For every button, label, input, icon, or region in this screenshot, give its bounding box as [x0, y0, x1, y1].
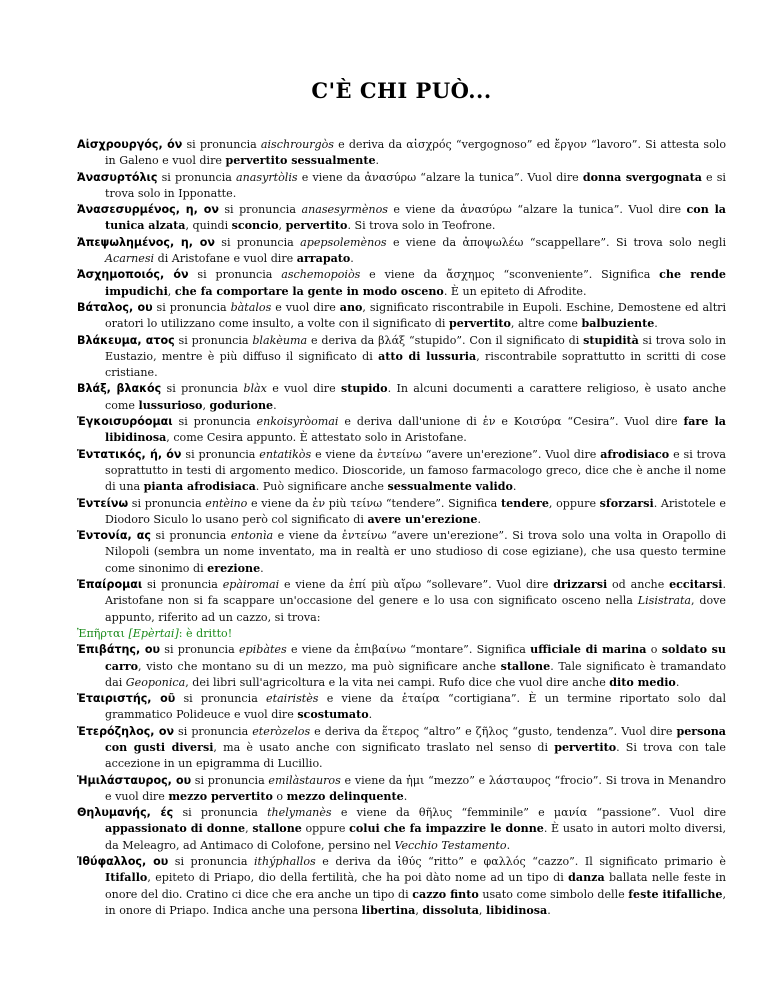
entry-italic-text: epibàtes [239, 643, 287, 657]
entry-headword: Ἐπαίρομαι [77, 578, 143, 592]
entry-meaning: stallone [500, 659, 551, 673]
entry-headword: Αἰσχρουργός, όν [77, 138, 183, 151]
entry-meaning: libidinosa [485, 903, 548, 917]
entry-italic-text: Acarnesi [105, 252, 155, 266]
entry-meaning: pervertito sessualmente [225, 154, 376, 168]
glossary-entry [77, 202, 726, 235]
entry-text: . [547, 903, 551, 917]
entry-meaning: dito medio [609, 675, 676, 689]
entry-text: e deriva da βλάξ “stupido”. Con il significato di [307, 333, 584, 347]
entry-text: e viene da ἐντείνω “avere un'erezione”. Vuol dire [311, 447, 601, 461]
entry-text: . Si trova con tale accezione in un epigramma di Lucillio. [105, 740, 726, 771]
entry-headword: Ἀνασεσυρμένος, η, ον [77, 203, 219, 217]
entry-text: Ἐπῆρται [77, 626, 129, 640]
entry-text: si pronuncia [174, 333, 253, 347]
entry-text: . [375, 154, 380, 168]
entry-meaning: mezzo delinquente [286, 789, 404, 803]
entry-headword: Ἑταιριστής, οῦ [77, 692, 176, 706]
entry-headword: Ἀνασυρτόλις [77, 170, 158, 184]
entry-headword: Ἰθύφαλλος, ου [77, 855, 169, 869]
entry-italic-text: blàx [243, 382, 267, 396]
entry-text: , oppure [548, 496, 600, 510]
entry-text: ballata nelle feste in onore del dio. Cratino ci dice che era anche un tipo di [105, 871, 726, 901]
entry-italic-text: entonìa [230, 529, 274, 543]
entry-meaning: colui che fa impazzire le donne [349, 822, 544, 836]
entry-text: . [260, 561, 264, 575]
entry-meaning: mezzo pervertito [168, 789, 273, 803]
entry-text: , ma è usato anche con significato traslato nel senso di [213, 740, 555, 754]
entry-headword: Βάταλος, ου [77, 300, 153, 314]
entry-headword: Βλάξ, βλακός [77, 382, 162, 396]
entry-text: si pronuncia [182, 138, 261, 151]
entry-text: e deriva da ἰθύς “ritto” e φαλλός “cazzo”. Il significato primario è [315, 855, 726, 869]
entry-text: o [646, 643, 662, 657]
entry-text: . In alcuni documenti a carattere religioso, è usato anche come [105, 382, 727, 412]
entry-meaning: sessualmente valido [387, 480, 513, 494]
glossary-entry [77, 137, 726, 170]
entry-headword: Ἀσχημοποιός, όν [77, 268, 189, 282]
glossary-entry [77, 381, 726, 414]
entry-text: si pronuncia [150, 529, 231, 543]
entry-italic-text: anasesyrmènos [301, 203, 388, 217]
entry-italic-text: bàtalos [230, 300, 272, 314]
entry-text: e deriva da αἰσχρός “vergognoso” ed ἔργον “lavoro”. Si attesta solo in Galeno e vuol dire [105, 138, 727, 168]
glossary-list [77, 137, 726, 919]
entry-meaning: ano [339, 300, 363, 314]
entry-text: e viene da ἐν più τείνω “tendere”. Significa [247, 496, 501, 510]
entry-meaning: pervertito [449, 317, 511, 331]
glossary-entry [77, 691, 726, 724]
entry-text: e viene da ἐπιβαίνω “montare”. Significa [286, 643, 531, 657]
entry-text: si pronuncia [152, 300, 231, 314]
entry-italic-text: Lisistrata [637, 594, 692, 608]
entry-text: . [675, 675, 680, 689]
entry-meaning: godurione [209, 398, 274, 412]
entry-text: , quindi [185, 219, 232, 233]
entry-meaning: sconcio [231, 219, 279, 233]
entry-italic-text: eteròzelos [252, 724, 311, 738]
entry-text: . Aristotele e Diodoro Siculo lo usano però col significato di [105, 496, 726, 526]
entry-text: si pronuncia [142, 578, 223, 592]
glossary-entry [77, 577, 726, 626]
entry-text: e si trova solo in Ipponatte. [105, 170, 726, 200]
entry-text: , [202, 398, 210, 412]
glossary-entry [77, 235, 726, 268]
entry-text: di Aristofane e vuol dire [154, 252, 297, 266]
entry-text: si pronuncia [161, 382, 244, 396]
entry-meaning: pervertito [554, 740, 617, 754]
entry-text: . Può significare anche [255, 480, 388, 494]
entry-meaning: stupido [341, 382, 388, 396]
entry-text: , [245, 822, 253, 836]
entry-text: si trova solo in Eustazio, mentre è più diffuso il significato di [105, 333, 727, 363]
glossary-entry [77, 170, 726, 203]
entry-text: , in onore di Priapo. Indica anche una persona [105, 887, 726, 917]
entry-meaning: stupidità [583, 333, 639, 347]
entry-text: . [506, 838, 511, 852]
entry-text: od anche [607, 578, 670, 592]
entry-text: oppure [301, 822, 350, 836]
glossary-entry [77, 854, 726, 919]
entry-text: usato come simbolo delle [478, 887, 629, 901]
entry-italic-text: epàiromai [222, 578, 280, 592]
entry-text: , [278, 219, 286, 233]
entry-italic-text: entèino [205, 496, 248, 510]
entry-text: si pronuncia [128, 496, 206, 510]
glossary-entry [77, 267, 726, 300]
entry-text: , [478, 903, 486, 917]
entry-text: , [415, 903, 423, 917]
entry-text: . [350, 252, 354, 266]
entry-text: , altre come [510, 317, 582, 331]
entry-text: : è dritto! [178, 626, 233, 640]
glossary-entry [77, 773, 726, 806]
entry-text: e deriva da ἕτερος “altro” e ζῆλος “gusto, tendenza”. Vuol dire [310, 724, 677, 738]
entry-italic-text: etairistès [266, 692, 319, 706]
entry-meaning: libertina [361, 903, 416, 917]
entry-text: si pronuncia [172, 415, 257, 429]
entry-meaning: Itifallo [105, 871, 148, 885]
entry-text: . [273, 398, 277, 412]
entry-text: . [654, 317, 658, 331]
entry-meaning: danza [568, 871, 605, 885]
entry-text: . È un epiteto di Afrodite. [443, 284, 587, 298]
entry-meaning: soldato su carro [105, 643, 726, 673]
entry-text: . È usato in autori molto diversi, da Meleagro, ad Antimaco di Colofone, persino nel [105, 822, 726, 852]
entry-text: . [403, 789, 408, 803]
entry-text: si pronuncia [181, 447, 260, 461]
entry-text: e viene da ἀποψωλέω “scappellare”. Si trova solo negli [386, 235, 727, 249]
entry-text: e viene da ἀνασύρω “alzare la tunica”. Vuol dire [297, 170, 583, 184]
entry-meaning: persona con gusti diversi [105, 724, 726, 754]
entry-headword: Ἑτερόζηλος, ον [77, 724, 175, 738]
entry-text: e si trova soprattutto in testi di argomento medico. Dioscoride, un famoso farmacologo greco, dice che è anche il nome di una [105, 447, 726, 494]
entry-text: . Aristofane non si fa scappare un'occasione del genere e lo usa con significato osceno nella [105, 578, 726, 608]
glossary-entry [77, 805, 726, 854]
entry-text: e vuol dire [271, 300, 340, 314]
entry-text: e deriva dall'unione di ἐν e Κοισύρα “Cesira”. Vuol dire [338, 415, 684, 429]
entry-meaning: scostumato [297, 708, 369, 722]
entry-headword: Ἐντατικός, ή, όν [77, 447, 182, 461]
entry-text: si pronuncia [188, 268, 282, 282]
entry-text: , [167, 284, 175, 298]
entry-text: si pronuncia [159, 643, 240, 657]
entry-meaning: donna svergognata [582, 170, 702, 184]
entry-headword: Θηλυμανής, ές [77, 806, 174, 820]
entry-text: e viene da ἄσχημος “sconveniente”. Significa [360, 268, 660, 282]
entry-text: , epiteto di Priapo, dio della fertilità, che ha poi dàto nome ad un tipo di [147, 871, 569, 885]
entry-text: e viene da ἡμι “mezzo” e λάσταυρος “frocio”. Si trova in Menandro e vuol dire [105, 773, 726, 803]
quote-line [77, 626, 726, 642]
entry-italic-text: Geoponica [125, 675, 186, 689]
glossary-entry [77, 496, 726, 529]
entry-text: . [368, 708, 373, 722]
entry-text: si pronuncia [173, 806, 268, 820]
entry-meaning: dissoluta [422, 903, 479, 917]
entry-text: si pronuncia [168, 855, 254, 869]
entry-meaning: ufficiale di marina [530, 643, 647, 657]
entry-meaning: drizzarsi [553, 578, 608, 592]
entry-text: , visto che montano su di un mezzo, ma può significare anche [138, 659, 501, 673]
glossary-entry [77, 724, 726, 773]
entry-meaning: arrapato [296, 252, 351, 266]
entry-italic-text: entatikòs [259, 447, 312, 461]
entry-text: , dove appunto, riferito ad un cazzo, si trova: [105, 594, 726, 624]
entry-text: e viene da ἐπί più αἴρω “sollevare”. Vuol dire [279, 578, 554, 592]
entry-italic-text: enkoisyròomai [256, 415, 339, 429]
entry-text: . [512, 480, 517, 494]
entry-meaning: che fa comportare la gente in modo osceno [174, 284, 444, 298]
entry-meaning: pervertito [285, 219, 348, 233]
entry-meaning: fare la libidinosa [105, 415, 726, 445]
entry-meaning: eccitarsi [669, 578, 723, 592]
entry-italic-text: anasyrtòlis [236, 170, 298, 184]
entry-meaning: con la tunica alzata [105, 203, 726, 233]
glossary-entry [77, 447, 726, 496]
entry-meaning: balbuziente [581, 317, 655, 331]
entry-meaning: lussurioso [138, 398, 203, 412]
entry-text: o [272, 789, 287, 803]
entry-text: e vuol dire [266, 382, 341, 396]
glossary-entry [77, 333, 726, 382]
entry-italic-text: aschemopoiòs [281, 268, 361, 282]
entry-text: si pronuncia [157, 170, 237, 184]
entry-meaning: afrodisiaco [600, 447, 670, 461]
entry-text: . Tale significato è tramandato dai [105, 659, 727, 689]
entry-italic-text: ithýphallos [253, 855, 316, 869]
entry-meaning: avere un'erezione [367, 512, 478, 526]
entry-italic-text: blakèuma [252, 333, 308, 347]
entry-text: . [477, 512, 481, 526]
entry-headword: Ἀπεψωλημένος, η, ον [77, 235, 215, 249]
glossary-entry [77, 528, 726, 577]
entry-meaning: feste itifalliche [628, 887, 723, 901]
entry-text: , riscontrabile soprattutto in scritti di cose cristiane. [105, 349, 726, 380]
entry-text: e viene da ἀνασύρω “alzare la tunica”. Vuol dire [387, 203, 687, 217]
glossary-entry [77, 300, 726, 333]
entry-headword: Ἐντείνω [77, 496, 129, 510]
entry-text: e viene da θῆλυς “femminile” e μανία “passione”. Vuol dire [331, 806, 727, 820]
entry-meaning: sforzarsi [599, 496, 654, 510]
entry-meaning: atto di lussuria [378, 349, 477, 363]
entry-text: . Si trova solo in Teofrone. [347, 219, 496, 233]
entry-meaning: tendere [500, 496, 549, 510]
entry-text: si pronuncia [214, 235, 301, 249]
entry-text: e viene da ἐντείνω “avere un'erezione”. Si trova solo una volta in Orapollo di Nilopoli (sembra un nome inventato, ma in realtà er uno studioso di cose egiziane), che usa questo termine come sinonimo di [105, 529, 726, 575]
entry-text: , significato riscontrabile in Eupoli. Eschine, Demostene ed altri oratori lo utilizzano come insulto, a volte con il significato di [105, 300, 727, 331]
entry-text: si pronuncia [175, 692, 267, 706]
entry-text: , dei libri sull'agricoltura e la vita nei campi. Rufo dice che vuol dire anche [185, 675, 610, 689]
entry-italic-text: [Epèrtai] [128, 626, 179, 640]
entry-meaning: appassionato di donne [105, 822, 246, 836]
entry-meaning: erezione [207, 561, 261, 575]
glossary-entry [77, 642, 726, 691]
entry-text: si pronuncia [191, 773, 269, 787]
entry-italic-text: emilàstauros [268, 773, 341, 787]
entry-text: si pronuncia [218, 203, 302, 217]
entry-italic-text: thelymanès [267, 806, 332, 820]
entry-italic-text: aischrourgòs [260, 138, 334, 151]
entry-text: , come Cesira appunto. È attestato solo in Aristofane. [166, 431, 467, 445]
entry-headword: Ἐγκοισυρόομαι [77, 415, 173, 429]
page-title: C'È CHI PUÒ... [311, 78, 492, 103]
glossary-entry [77, 414, 726, 447]
entry-headword: Ἐπιβάτης, ου [77, 643, 160, 657]
entry-text: si pronuncia [174, 724, 253, 738]
entry-headword: Ἐντονία, ας [77, 529, 151, 543]
entry-italic-text: apepsolemènos [300, 235, 387, 249]
entry-meaning: cazzo finto [412, 887, 479, 901]
entry-headword: Ἡμιλάσταυρος, ου [77, 773, 192, 787]
entry-text: e viene da ἑταίρα “cortigiana”. È un termine riportato solo dal grammatico Polideuce e vuol dire [105, 692, 727, 722]
entry-meaning: pianta afrodisiaca [143, 480, 256, 494]
entry-headword: Βλάκευμα, ατος [77, 333, 175, 347]
entry-meaning: stallone [252, 822, 302, 836]
entry-italic-text: Vecchio Testamento [394, 838, 507, 852]
entry-meaning: che rende impudichi [105, 268, 726, 298]
